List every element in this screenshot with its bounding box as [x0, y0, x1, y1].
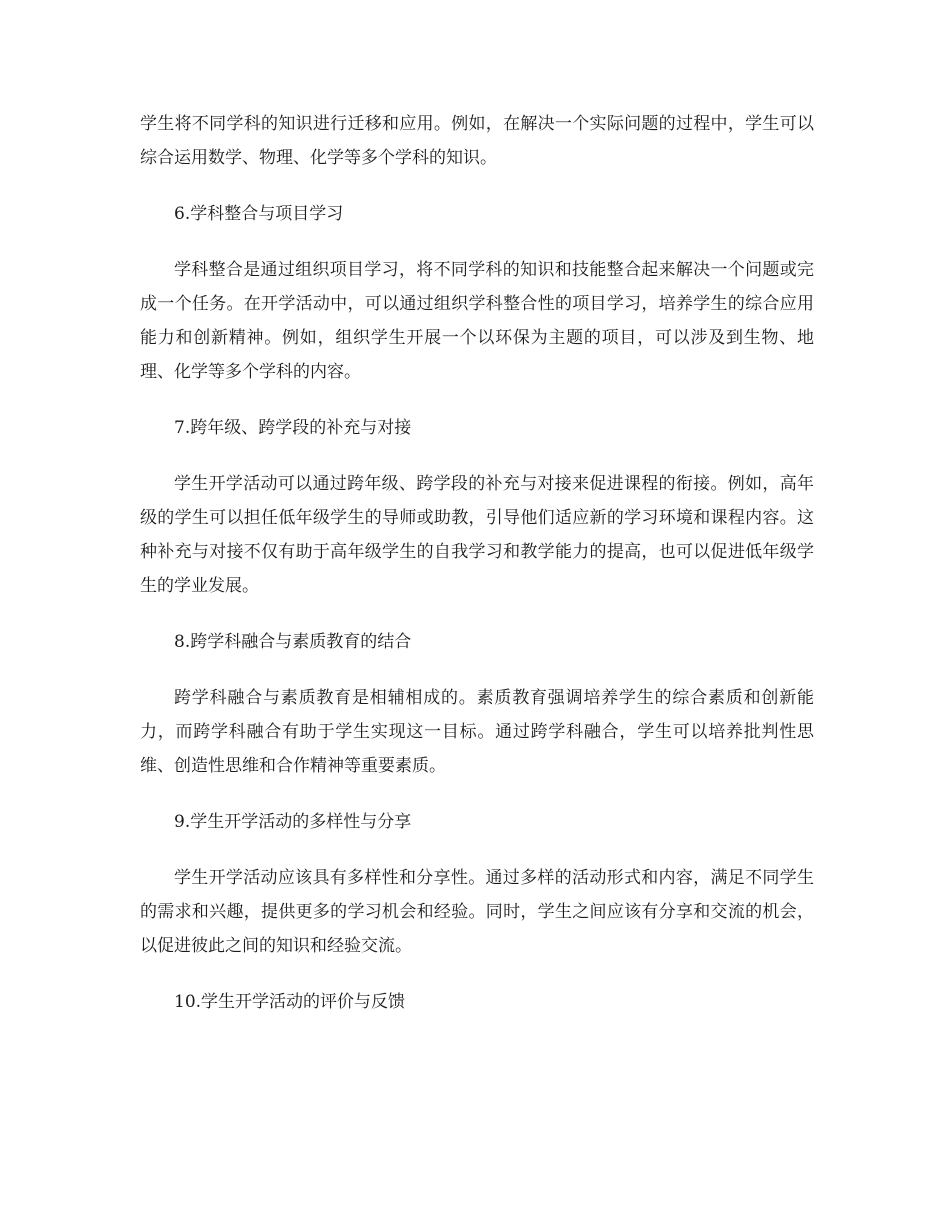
- paragraph-section-6: 学科整合是通过组织项目学习，将不同学科的知识和技能整合起来解决一个问题或完成一个任务。在开学活动中，可以通过组织学科整合性的项目学习，培养学生的综合应用能力和创新精神。例如，组织学生开展一个以环保为主题的项目，可以涉及到生物、地理、化学等多个学科的内容。: [140, 260, 814, 382]
- section-heading-9: 9.学生开学活动的多样性与分享: [174, 812, 412, 832]
- paragraph-intro-continued: 学生将不同学科的知识进行迁移和应用。例如，在解决一个实际问题的过程中，学生可以综合运用数学、物理、化学等多个学科的知识。: [140, 114, 814, 168]
- document-body: [140, 107, 814, 1041]
- section-heading-8: 8.跨学科融合与素质教育的结合: [174, 632, 412, 652]
- paragraph-section-9: 学生开学活动应该具有多样性和分享性。通过多样的活动形式和内容，满足不同学生的需求和兴趣，提供更多的学习机会和经验。同时，学生之间应该有分享和交流的机会，以促进彼此之间的知识和经验交流。: [140, 868, 814, 956]
- section-heading-10: 10.学生开学活动的评价与反馈: [174, 992, 406, 1012]
- section-heading-6: 6.学科整合与项目学习: [174, 204, 344, 224]
- section-heading-7: 7.跨年级、跨学段的补充与对接: [174, 418, 412, 438]
- paragraph-section-7: 学生开学活动可以通过跨年级、跨学段的补充与对接来促进课程的衔接。例如，高年级的学生可以担任低年级学生的导师或助教，引导他们适应新的学习环境和课程内容。这种补充与对接不仅有助于高年级学生的自我学习和教学能力的提高，也可以促进低年级学生的学业发展。: [140, 474, 814, 596]
- paragraph-section-8: 跨学科融合与素质教育是相辅相成的。素质教育强调培养学生的综合素质和创新能力，而跨学科融合有助于学生实现这一目标。通过跨学科融合，学生可以培养批判性思维、创造性思维和合作精神等重要素质。: [140, 688, 814, 776]
